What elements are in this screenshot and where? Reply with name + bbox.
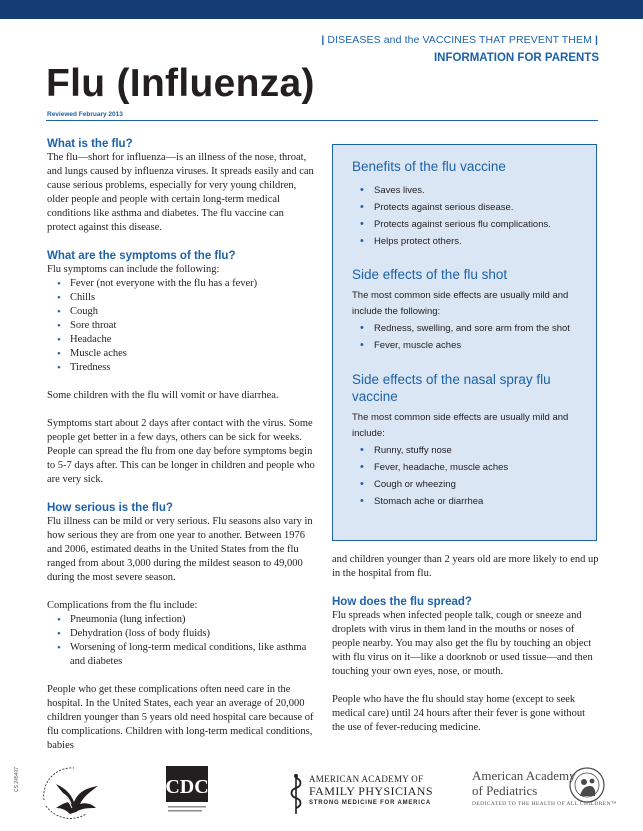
vaccine-info-box	[332, 144, 597, 541]
benefits-list	[352, 182, 582, 250]
list-item: • Muscle aches	[47, 347, 315, 361]
nasal-intro: The most common side effects are usually mild and include:	[352, 412, 569, 439]
list-item: • Cough or wheezing	[352, 476, 582, 493]
list-item: • Runny, stuffy nose	[352, 442, 582, 459]
list-item: • Protects against serious flu complications.	[352, 216, 582, 233]
list-item: • Pneumonia (lung infection)	[47, 613, 315, 627]
document-code: CS 245407	[14, 766, 20, 792]
complications-intro: Complications from the flu include:	[47, 600, 198, 611]
spread-body: Flu spreads when infected people talk, cough or sneeze and droplets with virus in them land in the mouths or noses of people nearby. You may also get the flu by touching an object with flu virus on it—like a doorknob or used tissue—and then touching your own eyes, nose, or mouth.	[332, 610, 593, 677]
top-color-bar	[0, 0, 643, 19]
series-left-bar: |	[321, 34, 325, 46]
left-column	[47, 137, 315, 753]
series-right-bar: |	[594, 34, 598, 46]
footer-logos	[0, 760, 643, 831]
vomit-note: Some children with the flu will vomit or have diarrhea.	[47, 390, 279, 401]
list-item: • Saves lives.	[352, 182, 582, 199]
symptom-start: Symptoms start about 2 days after contact with the virus. Some people get better in a few days, others can be sick for weeks. People can spread the flu from one day before symptoms begin to 5-7 days after. This can be longer in children and people who are very sick.	[47, 418, 315, 485]
aap-logo	[472, 764, 617, 816]
symptoms-intro: Flu symptoms can include the following:	[47, 264, 220, 275]
aafp-logo	[288, 772, 456, 816]
series-title	[318, 34, 601, 46]
aafp-line3: STRONG MEDICINE FOR AMERICA	[309, 800, 432, 806]
spread-heading: How does the flu spread?	[332, 596, 472, 608]
aafp-line2: FAMILY PHYSICIANS	[309, 784, 433, 798]
header-rule	[46, 120, 598, 121]
list-item: • Fever (not everyone with the flu has a fever)	[47, 277, 315, 291]
symptoms-heading: What are the symptoms of the flu?	[47, 250, 236, 262]
benefits-heading: Benefits of the flu vaccine	[352, 159, 506, 174]
list-item: • Helps protect others.	[352, 233, 582, 250]
stay-home: People who have the flu should stay home (except to seek medical care) until 24 hours after their fever is gone without the use of fever-reducing medicine.	[332, 694, 586, 733]
complications-list	[47, 613, 315, 669]
audience-label: INFORMATION FOR PARENTS	[433, 52, 599, 64]
list-item: • Protects against serious disease.	[352, 199, 582, 216]
reviewed-date: Reviewed February 2013	[47, 111, 123, 118]
series-text: DISEASES and the VACCINES THAT PREVENT THEM	[327, 34, 592, 46]
list-item: • Headache	[47, 333, 315, 347]
shot-intro: The most common side effects are usually mild and include the following:	[352, 290, 569, 317]
hospital-body: People who get these complications often need care in the hospital. In the United States, each year an average of 20,000 children younger than 5 years old need hospital care because of flu complications. Children with long-term medical conditions, babies	[47, 684, 314, 751]
serious-heading: How serious is the flu?	[47, 502, 173, 514]
caduceus-icon	[288, 772, 304, 816]
what-heading: What is the flu?	[47, 138, 133, 150]
shot-effects-list	[352, 320, 582, 354]
hospital-continued: and children younger than 2 years old are more likely to end up in the hospital from flu.	[332, 554, 599, 579]
nasal-effects-list	[352, 442, 582, 510]
list-item: • Redness, swelling, and sore arm from the shot	[352, 320, 582, 337]
list-item: • Dehydration (loss of body fluids)	[47, 627, 315, 641]
aap-line3: DEDICATED TO THE HEALTH OF ALL CHILDREN™	[472, 801, 617, 807]
shot-heading: Side effects of the flu shot	[352, 267, 508, 282]
aap-line2: of Pediatrics	[472, 783, 538, 798]
hhs-eagle-logo	[34, 762, 106, 822]
right-column	[332, 553, 600, 735]
list-item: • Cough	[47, 305, 315, 319]
cdc-logo-text: CDC	[165, 776, 209, 798]
list-item: • Fever, headache, muscle aches	[352, 459, 582, 476]
aafp-line1: AMERICAN ACADEMY OF	[309, 774, 424, 784]
nasal-heading: Side effects of the nasal spray flu vaccine	[352, 372, 551, 404]
list-item: • Fever, muscle aches	[352, 337, 582, 354]
list-item: • Sore throat	[47, 319, 315, 333]
aap-line1: American Academy	[472, 768, 576, 783]
page-title: Flu (Influenza)	[46, 62, 315, 105]
what-body: The flu—short for influenza—is an illness of the nose, throat, and lungs caused by influenza viruses. It spreads easily and can cause serious problems, especially for very young children, older people and people with certain long-term medical conditions like asthma and diabetes. The flu vaccine can protect against this disease.	[47, 152, 314, 233]
serious-body: Flu illness can be mild or very serious. Flu seasons also vary in how serious they are from one year to another. Between 1976 and 2006, estimated deaths in the United States from the flu ranged from about 3,000 during the mildest season to 49,000 during the most severe season.	[47, 516, 313, 583]
cdc-logo	[164, 762, 228, 822]
list-item: • Stomach ache or diarrhea	[352, 493, 582, 510]
symptoms-list	[47, 277, 315, 375]
list-item: • Chills	[47, 291, 315, 305]
list-item: • Worsening of long-term medical conditions, like asthma and diabetes	[47, 641, 315, 669]
aap-seal-icon	[568, 766, 606, 804]
list-item: • Tiredness	[47, 361, 315, 375]
